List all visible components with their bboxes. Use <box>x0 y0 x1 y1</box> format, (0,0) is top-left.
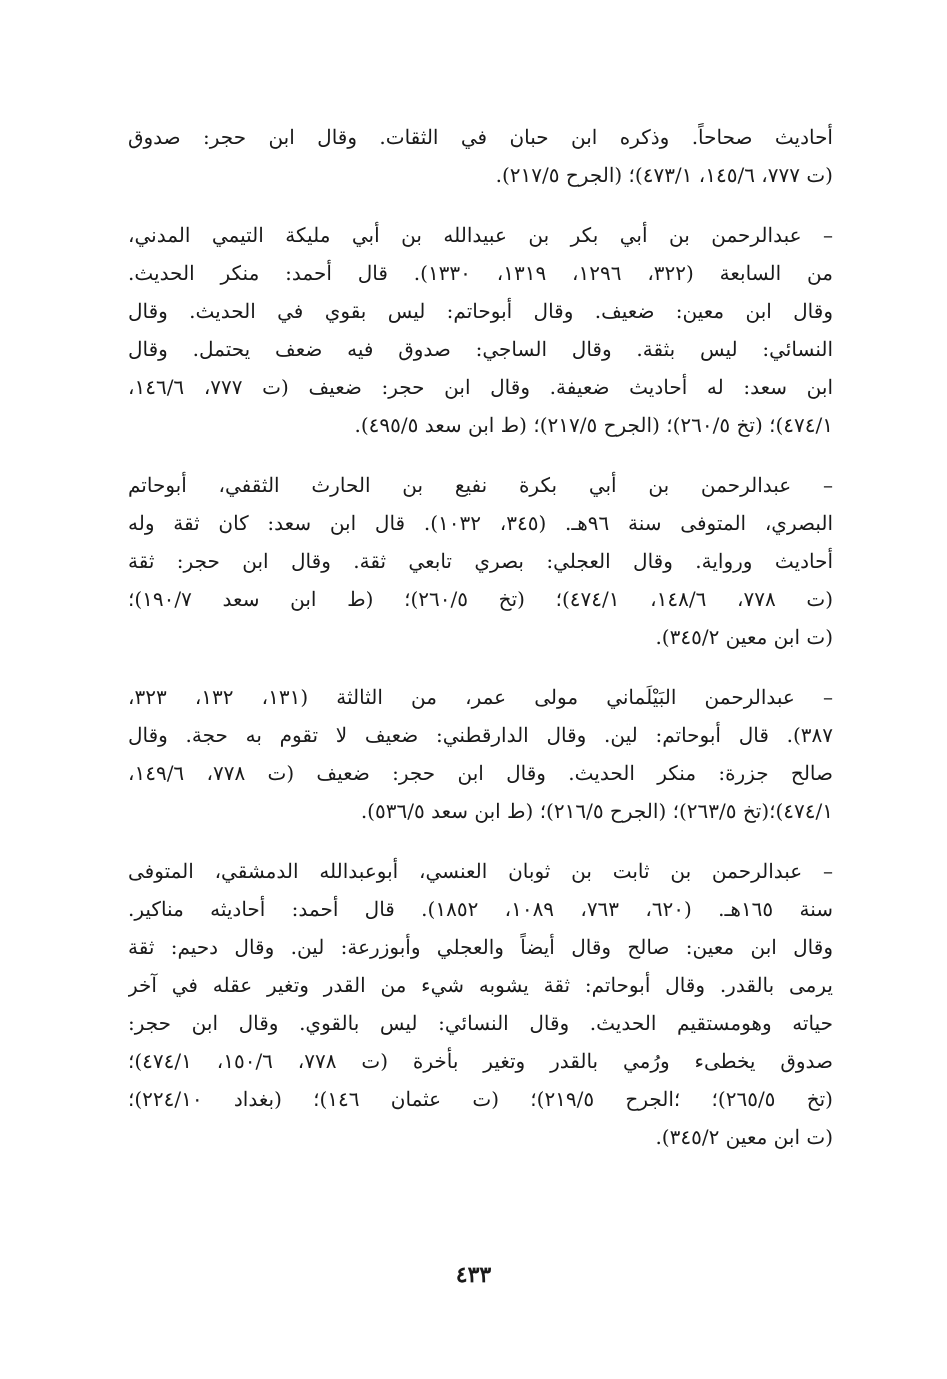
text-line: (ت ابن معين ٣٤٥/٢). <box>655 625 833 649</box>
text-line: – عبدالرحمن بن أبي بكرة نفيع بن الحارث الثقفي، أبوحاتم <box>128 473 833 497</box>
text-line: سنة ١٦٥هـ. (٦٢٠، ٧٦٣، ١٠٨٩، ١٨٥٢). قال أحمد: أحاديثه مناكير. <box>128 897 833 921</box>
entry-2 <box>128 216 833 444</box>
page-body <box>128 118 833 1178</box>
text-line: حياته وهومستقيم الحديث. وقال النسائي: ليس بالقوي. وقال ابن حجر: <box>128 1011 833 1035</box>
text-line: البصري، المتوفى سنة ٩٦هـ. (٣٤٥، ١٠٣٢). قال ابن سعد: كان ثقة وله <box>128 511 833 535</box>
entry-3 <box>128 466 833 656</box>
text-line: – عبدالرحمن بن ثابت بن ثوبان العنسي، أبوعبدالله الدمشقي، المتوفى <box>128 859 833 883</box>
entry-4 <box>128 678 833 830</box>
text-line: صالح جزرة: منكر الحديث. وقال ابن حجر: ضعيف (ت ٧٧٨، ١٤٩/٦، <box>128 761 833 785</box>
text-line: ٤٧٤/١)؛ (تخ ٢٦٠/٥)؛ (الجرح ٢١٧/٥)؛ (ط ابن سعد ٤٩٥/٥). <box>354 413 833 437</box>
text-line: – عبدالرحمن البَيْلَماني مولى عمر، من الثالثة (١٣١، ١٣٢، ٣٢٣، <box>128 685 833 709</box>
text-line: النسائي: ليس بثقة. وقال الساجي: صدوق فيه ضعف يحتمل. وقال <box>128 337 833 361</box>
page-number: ٤٣٣ <box>455 1262 492 1288</box>
text-line: وقال ابن معين: ضعيف. وقال أبوحاتم: ليس بقوي في الحديث. وقال <box>128 299 833 323</box>
text-line: – عبدالرحمن بن أبي بكر بن عبيدالله بن أبي مليكة التيمي المدني، <box>128 223 833 247</box>
text-line: من السابعة (٣٢٢، ١٢٩٦، ١٣١٩، ١٣٣٠). قال أحمد: منكر الحديث. <box>128 261 833 285</box>
text-line: يرمى بالقدر. وقال أبوحاتم: ثقة يشوبه شيء من القدر وتغير عقله في آخر <box>128 973 833 997</box>
text-line: (تخ ٢٦٥/٥)؛ ؛الجرح ٢١٩/٥)؛ (ت عثمان ١٤٦)؛ (بغداد ٢٢٤/١٠)؛ <box>128 1087 833 1111</box>
text-line: (ت ٧٧٧، ١٤٥/٦، ٤٧٣/١)؛ (الجرح ٢١٧/٥). <box>495 163 833 187</box>
text-line: أحاديث ورواية. وقال العجلي: بصري تابعي ثقة. وقال ابن حجر: ثقة <box>128 549 833 573</box>
text-line: (ت ٧٧٨، ١٤٨/٦، ٤٧٤/١)؛ (تخ ٢٦٠/٥)؛ (ط ابن سعد ١٩٠/٧)؛ <box>128 587 833 611</box>
text-line: ٤٧٤/١)؛(تخ ٢٦٣/٥)؛ (الجرح ٢١٦/٥)؛ (ط ابن سعد ٥٣٦/٥). <box>360 799 833 823</box>
text-line: وقال ابن معين: صالح وقال أيضاً والعجلي وأبوزرعة: لين. وقال دحيم: ثقة <box>128 935 833 959</box>
text-line: ٣٨٧). قال أبوحاتم: لين. وقال الدارقطني: ضعيف لا تقوم به حجة. وقال <box>128 723 833 747</box>
text-line: (ت ابن معين ٣٤٥/٢). <box>655 1125 833 1149</box>
entry-5 <box>128 852 833 1156</box>
text-line: ابن سعد: له أحاديث ضعيفة. وقال ابن حجر: ضعيف (ت ٧٧٧، ١٤٦/٦، <box>128 375 833 399</box>
text-line: صدوق يخطىء ورُمي بالقدر وتغير بأخرة (ت ٧٧٨، ١٥٠/٦، ٤٧٤/١)؛ <box>128 1049 833 1073</box>
entry-1 <box>128 118 833 194</box>
text-line: أحاديث صحاحاً. وذكره ابن حبان في الثقات. وقال ابن حجر: صدوق <box>128 125 833 149</box>
